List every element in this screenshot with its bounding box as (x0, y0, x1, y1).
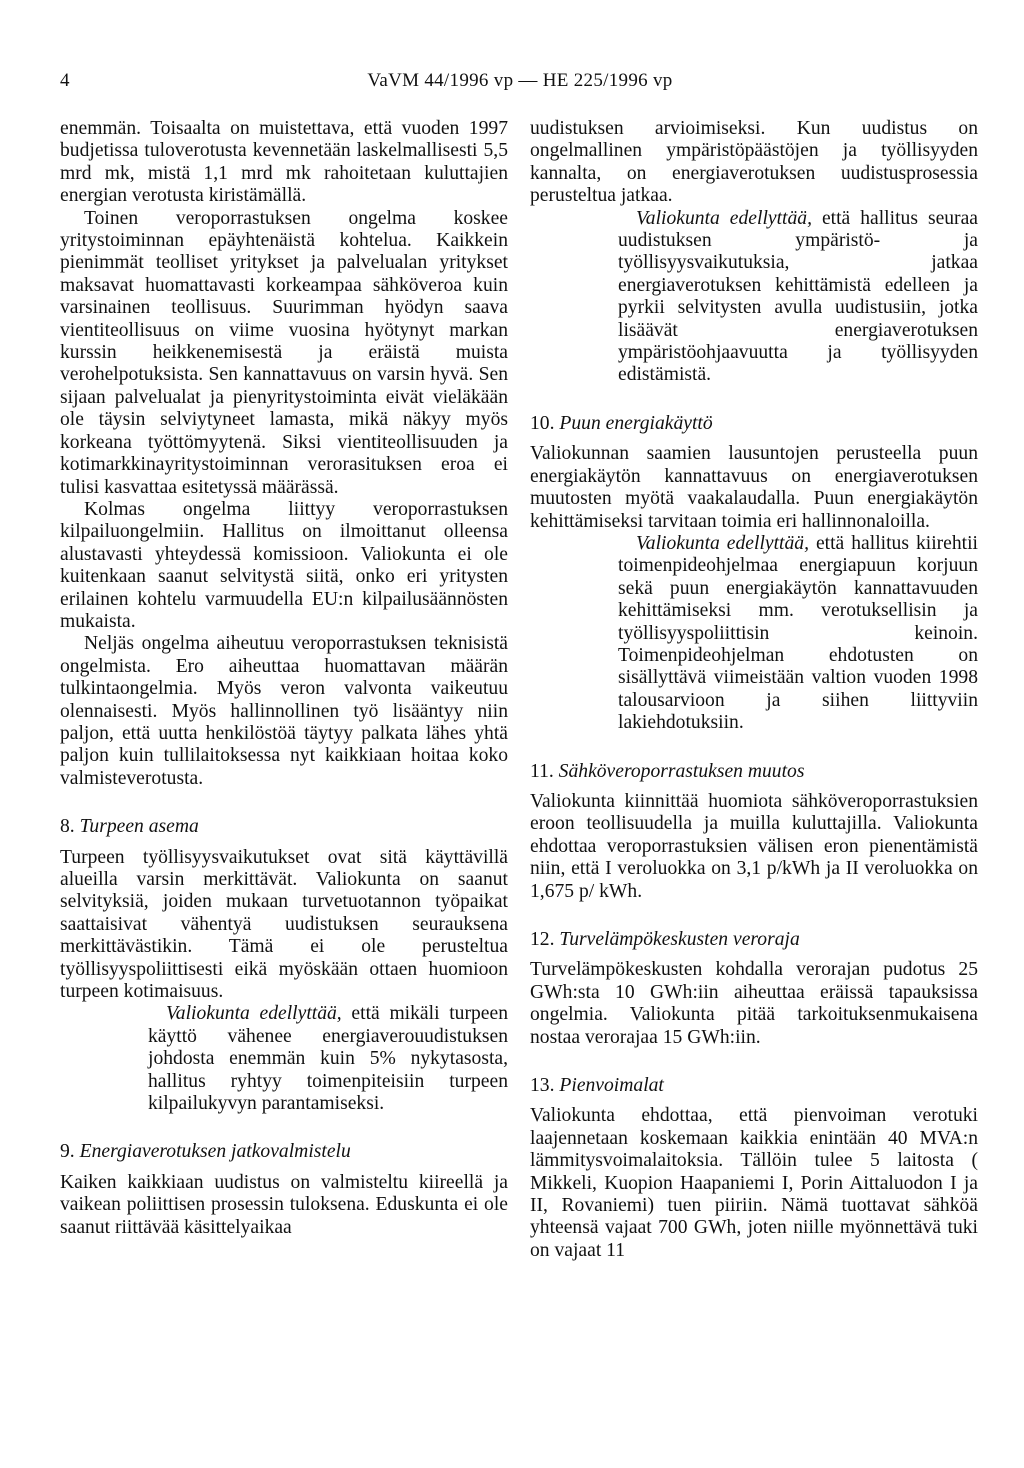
section-number: 11. (530, 760, 554, 782)
section-title: Turvelämpökeskusten veroraja (559, 929, 800, 950)
section-heading-13 (530, 1075, 978, 1097)
section-heading-9 (60, 1141, 508, 1163)
section-title: Pienvoimalat (559, 1075, 664, 1097)
paragraph: Valiokunnan saamien lausuntojen perusteella puun energiakäytön kannattavuus on energiaverotuksen muutosten myötä vaakalaudalla. Puun energiakäytön kehittämiseksi tarvitaan toimia eri hallinnonaloilla. (530, 443, 978, 532)
paragraph: uudistuksen arvioimiseksi. Kun uudistus on ongelmallinen ympäristöpäästöjen ja työllisyyden kannalta, on energiaverotuksen uudistusprosessia perusteltua jatkaa. (530, 118, 978, 207)
paragraph: Neljäs ongelma aiheutuu veroporrastuksen teknisistä ongelmista. Ero aiheuttaa huomattavan määrän tulkintaongelmia. Myös veron valvonta vaikeutuu olennaisesti. Myös hallinnollinen työ lisääntyy niin paljon, että uutta henkilöstöä täytyy palkata lähes yhtä paljon kuin tullilaitoksessa nyt kaikkiaan hoitaa koko valmisteverotusta. (60, 633, 508, 789)
section-heading-11 (530, 761, 978, 783)
requirement-paragraph (148, 1003, 508, 1115)
requirement-text: että hallitus kiirehtii toimenpideohjelmaa energiapuun korjuun sekä puun energiakäytön kannattavuuden kehittämiseksi mm. verotuksellisin ja työllisyyspoliittisin keinoin. Toimenpideohjelman ehdotusten on sisällyttävä viimeistään valtion vuoden 1998 talousarvioon ja siihen liittyviin lakiehdotuksiin. (618, 532, 978, 734)
paragraph: Kolmas ongelma liittyy veroporrastuksen kilpailuongelmiin. Hallitus on ilmoittanut olleensa alustavasti yhteydessä komissioon. Valiokunta ei ole kuitenkaan saanut selvitystä siitä, onko eri yritysten erilainen kohtelu varmuudella EU:n kilpailusäännösten mukaista. (60, 498, 508, 632)
paragraph: Kaiken kaikkiaan uudistus on valmisteltu kiireellä ja vaikean poliittisen prosessin tuloksena. Eduskunta ei ole saanut riittävää käsittelyaikaa (60, 1171, 508, 1238)
section-heading-8 (60, 816, 508, 838)
paragraph: Valiokunta kiinnittää huomiota sähköveroporrastuksien eroon teollisuudella ja muilla kuluttajilla. Valiokunta ehdottaa veroporrastuksien välisen eron pienentämistä niin, että I veroluokka on 3,1 p/kWh ja II veroluokka on 1,675 p/ kWh. (530, 790, 978, 902)
emphasis: Valiokunta edellyttää, (636, 532, 809, 554)
section-number: 9. (60, 1141, 75, 1163)
section-heading-12 (530, 929, 978, 951)
emphasis: Valiokunta edellyttää, (636, 207, 812, 229)
section-title: Turpeen asema (79, 816, 199, 838)
section-number: 10. (530, 412, 555, 434)
paragraph: Turvelämpökeskusten kohdalla verorajan pudotus 25 GWh:sta 10 GWh:iin aiheuttaa eräissä tapauksissa ongelmia. Valiokunta pitää tarkoituksenmukaisena nostaa verorajaa 15 GWh:iin. (530, 959, 978, 1048)
page-number: 4 (60, 70, 70, 91)
requirement-paragraph (618, 533, 978, 735)
requirement-paragraph (618, 208, 978, 387)
paragraph: Turpeen työllisyysvaikutukset ovat sitä käyttävillä alueilla varsin merkittävät. Valiokunta on saanut selvityksiä, joiden mukaan turvetuotannon työpaikat saattaisivat vähentyä uudistuksen seurauksena merkittävästikin. Tämä ei ole perusteltua työllisyyspoliittisesti eikä myöskään ottaen huomioon turpeen kotimaisuus. (60, 846, 508, 1003)
page-header (60, 70, 980, 100)
paragraph: enemmän. Toisaalta on muistettava, että vuoden 1997 budjetissa tuloverotusta kevennetään laskelmallisesti 5,5 mrd mk, mistä 1,1 mrd mk rahoitetaan kuluttajien energian verotusta kiristämällä. (60, 118, 508, 207)
section-number: 13. (530, 1075, 555, 1097)
section-number: 8. (60, 816, 75, 838)
section-number: 12. (530, 929, 555, 950)
section-title: Sähköveroporrastuksen muutos (558, 760, 805, 782)
section-title: Energiaverotuksen jatkovalmistelu (79, 1141, 351, 1163)
requirement-text: että mikäli turpeen käyttö vähenee energiaverouudistuksen johdosta enemmän kuin 5% nykytasosta, hallitus ryhtyy toimenpiteisiin turpeen kilpailukyvyn parantamiseksi. (148, 1003, 508, 1115)
section-heading-10 (530, 413, 978, 435)
requirement-text: että hallitus seuraa uudistuksen ympäristö- ja työllisyysvaikutuksia, jatkaa energiaverotuksen kehittämistä edelleen ja pyrkii selvitysten avulla uudistusiin, jotka lisäävät energiaverotuksen ympäristöohjaavuutta ja työllisyyden edistämistä. (618, 207, 978, 386)
emphasis: Valiokunta edellyttää, (166, 1003, 342, 1025)
section-title: Puun energiakäyttö (559, 412, 713, 434)
paragraph: Toinen veroporrastuksen ongelma koskee yritystoiminnan epäyhtenäistä kohtelua. Kaikkein pienimmät teolliset yritykset ja palvelualan yritykset maksavat huomattavasti korkeampaa sähköveroa kuin varsinainen teollisuus. Suurimman hyödyn saava vientiteollisuus on viime vuosina hyötynyt markan kurssin heikkenemisestä ja eräistä muista verohelpotuksista. Sen kannattavuus on varsin hyvä. Sen sijaan palvelualat ja pienyritystoiminta eivät vieläkään ole täysin selviytyneet lamasta, mikä näkyy myös korkeana työttömyytenä. Siksi vientiteollisuuden ja kotimarkkinayritystoiminnan verorasituksen eroa ei tulisi kasvattaa esitetyssä määrässä. (60, 207, 508, 498)
paragraph: Valiokunta ehdottaa, että pienvoiman verotuki laajennetaan koskemaan kaikkia enintään 40 MVA:n lämmitysvoimalaitoksia. Tällöin tulee 5 laitosta ( Mikkeli, Kuopion Haapaniemi I, Porin Aittaluodon I ja II, Rovaniemi) tuen piiriin. Nämä tuottavat sähköä yhteensä vajaat 700 GWh, joten niille myönnettävä tuki on vajaat 11 (530, 1105, 978, 1261)
left-column (60, 118, 508, 1239)
right-column (530, 118, 978, 1262)
running-title: VaVM 44/1996 vp — HE 225/1996 vp (367, 70, 673, 91)
